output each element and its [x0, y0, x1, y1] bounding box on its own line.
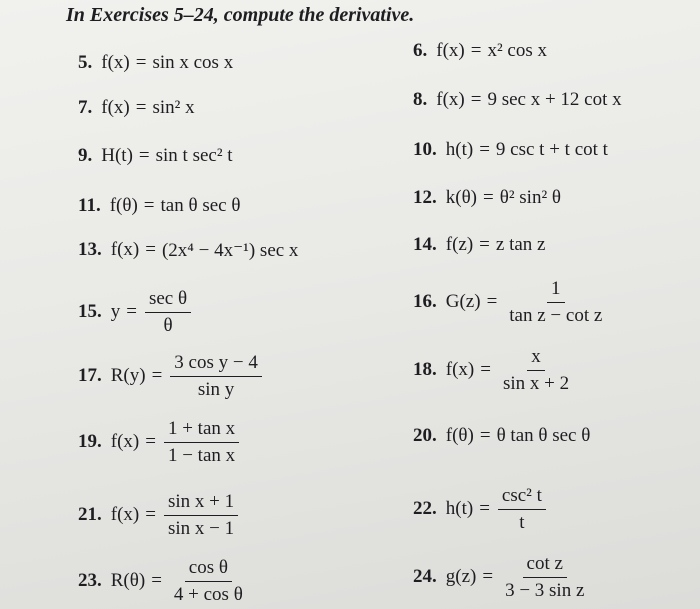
exercise-number: 20.	[413, 425, 437, 446]
exercise-number: 21.	[78, 504, 102, 525]
fraction-numerator: x	[527, 346, 545, 371]
exercise-12	[413, 186, 561, 210]
function-expression: 9 csc t + t cot t	[495, 139, 608, 160]
fraction-denominator: tan z − cot z	[509, 304, 603, 326]
exercise-number: 6.	[413, 40, 428, 61]
equals-sign: =	[486, 291, 498, 312]
equals-sign: =	[135, 97, 147, 118]
function-expression: z tan z	[495, 234, 546, 255]
equals-sign: =	[483, 187, 494, 208]
fraction-denominator: θ	[163, 314, 173, 336]
exercise-number: 8.	[413, 89, 428, 110]
fraction	[505, 278, 606, 327]
exercise-6	[413, 39, 547, 63]
exercise-15	[78, 287, 193, 336]
function-name: f(θ)	[445, 425, 474, 446]
function-name: R(y)	[110, 365, 146, 386]
equals-sign: =	[138, 145, 150, 166]
exercise-20	[413, 424, 590, 448]
exercise-number: 16.	[413, 291, 437, 312]
function-name: f(x)	[110, 431, 140, 452]
function-name: k(θ)	[445, 187, 478, 208]
fraction	[170, 352, 262, 401]
function-expression: θ tan θ sec θ	[496, 425, 591, 446]
equals-sign: =	[143, 195, 155, 216]
fraction	[145, 288, 191, 337]
exercise-number: 12.	[413, 187, 437, 208]
equals-sign: =	[479, 139, 490, 160]
exercise-23	[78, 556, 249, 605]
exercise-8	[413, 88, 622, 112]
function-expression: sin² x	[152, 97, 195, 118]
function-name: R(θ)	[110, 570, 146, 591]
function-name: f(x)	[445, 359, 475, 380]
exercise-number: 9.	[78, 145, 93, 166]
function-name: f(x)	[101, 52, 130, 73]
exercise-number: 18.	[413, 359, 437, 380]
equals-sign: =	[480, 359, 491, 380]
fraction-numerator: sec θ	[145, 288, 191, 313]
function-name: g(z)	[445, 566, 477, 587]
equals-sign: =	[479, 234, 490, 255]
function-name: G(z)	[445, 291, 481, 312]
exercise-number: 24.	[413, 566, 437, 587]
exercise-5	[78, 51, 233, 75]
equals-sign: =	[479, 498, 490, 519]
exercise-13	[78, 238, 298, 262]
equals-sign: =	[145, 431, 156, 452]
fraction-numerator: csc² t	[498, 485, 546, 510]
fraction	[498, 485, 546, 534]
exercise-16	[413, 277, 608, 326]
exercise-17	[78, 351, 264, 400]
equals-sign: =	[482, 566, 494, 587]
exercise-14	[413, 233, 545, 257]
fraction-denominator: 3 − 3 sin z	[505, 579, 585, 601]
exercise-19	[78, 417, 241, 466]
fraction-numerator: 1 + tan x	[164, 418, 239, 443]
function-expression: sin x cos x	[152, 52, 234, 73]
exercise-number: 7.	[78, 97, 93, 118]
function-expression: θ² sin² θ	[499, 187, 562, 208]
fraction	[164, 418, 239, 467]
exercise-18	[413, 345, 575, 394]
fraction-denominator: t	[519, 511, 525, 533]
exercise-number: 15.	[78, 301, 102, 322]
fraction-denominator: sin x − 1	[167, 517, 235, 539]
exercise-11	[78, 194, 240, 218]
exercise-number: 19.	[78, 431, 102, 452]
exercise-22	[413, 484, 548, 533]
function-name: h(t)	[445, 139, 474, 160]
function-name: H(t)	[101, 145, 133, 166]
equals-sign: =	[151, 570, 162, 591]
exercise-number: 22.	[413, 498, 437, 519]
fraction-denominator: 1 − tan x	[167, 444, 236, 466]
fraction	[499, 346, 573, 395]
fraction	[501, 553, 588, 602]
exercise-number: 14.	[413, 234, 437, 255]
function-name: y	[110, 301, 121, 322]
function-expression: sin t sec² t	[155, 145, 233, 166]
function-name: f(x)	[436, 40, 465, 61]
function-expression: tan θ sec θ	[160, 195, 241, 216]
fraction-numerator: sin x + 1	[164, 491, 238, 516]
exercise-21	[78, 490, 240, 539]
equals-sign: =	[135, 52, 147, 73]
fraction-numerator: cot z	[523, 553, 567, 578]
function-name: f(θ)	[109, 195, 138, 216]
function-name: f(z)	[445, 234, 474, 255]
equals-sign: =	[470, 40, 482, 61]
fraction-denominator: sin y	[197, 378, 235, 400]
fraction-numerator: 3 cos y − 4	[170, 352, 262, 377]
exercise-7	[78, 96, 195, 120]
fraction-denominator: sin x + 2	[502, 372, 570, 394]
equals-sign: =	[470, 89, 482, 110]
function-name: f(x)	[101, 97, 130, 118]
function-name: h(t)	[445, 498, 474, 519]
exercise-24	[413, 552, 590, 601]
equals-sign: =	[145, 504, 156, 525]
equals-sign: =	[151, 365, 163, 386]
fraction-numerator: 1	[547, 278, 565, 303]
exercise-number: 10.	[413, 139, 437, 160]
fraction-numerator: cos θ	[185, 557, 232, 582]
function-name: f(x)	[110, 504, 140, 525]
fraction	[170, 557, 247, 606]
equals-sign: =	[126, 301, 137, 322]
exercise-9	[78, 144, 233, 168]
exercise-number: 17.	[78, 365, 102, 386]
function-name: f(x)	[436, 89, 465, 110]
function-expression: 9 sec x + 12 cot x	[487, 89, 622, 110]
fraction-denominator: 4 + cos θ	[173, 583, 243, 605]
exercise-number: 11.	[78, 195, 101, 216]
equals-sign: =	[145, 239, 156, 260]
exercise-number: 23.	[78, 570, 102, 591]
equals-sign: =	[479, 425, 491, 446]
function-expression: (2x⁴ − 4x⁻¹) sec x	[161, 239, 299, 261]
function-expression: x² cos x	[487, 40, 547, 61]
exercise-10	[413, 138, 608, 162]
exercise-number: 13.	[78, 239, 102, 260]
function-name: f(x)	[110, 239, 140, 260]
fraction	[164, 491, 238, 540]
exercise-number: 5.	[78, 52, 93, 73]
section-heading: In Exercises 5–24, compute the derivative.	[66, 4, 415, 26]
